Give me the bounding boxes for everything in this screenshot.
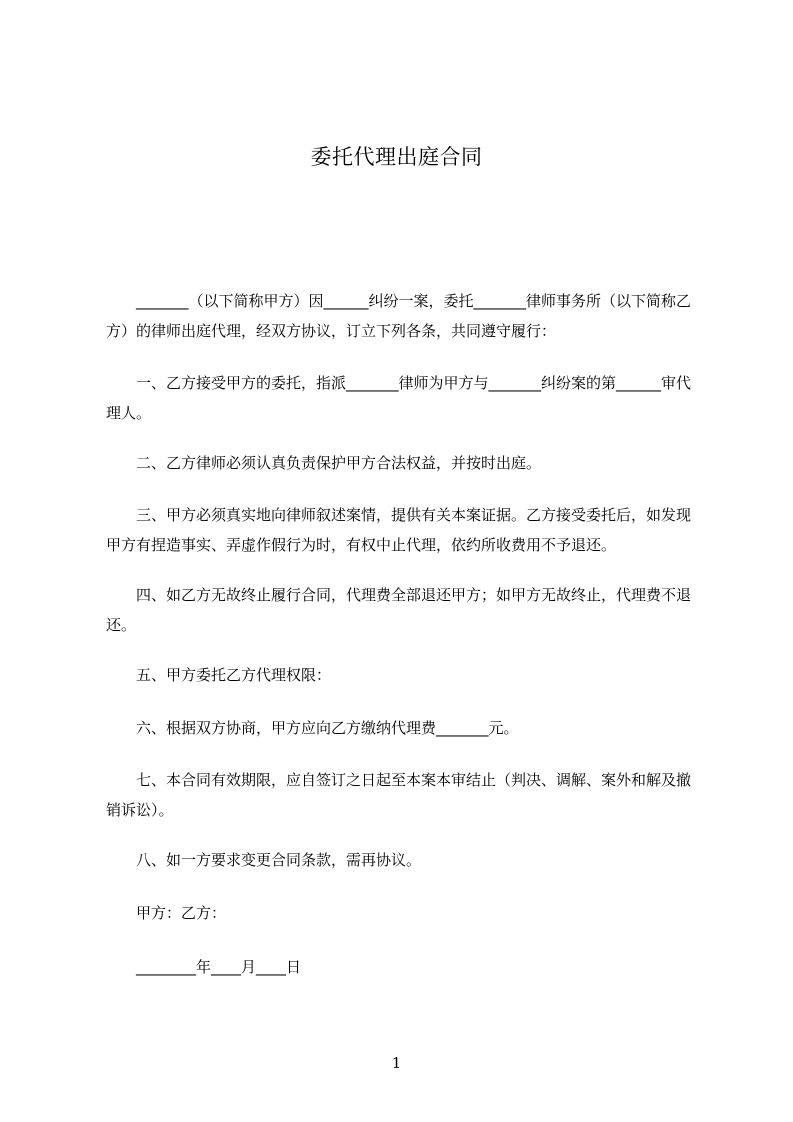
paragraph-clause-2: 二、乙方律师必须认真负责保护甲方合法权益，并按时出庭。 [136, 454, 542, 472]
signature-parties: 甲方：乙方： [136, 904, 227, 922]
paragraph-clause-5: 五、甲方委托乙方代理权限： [136, 666, 332, 684]
paragraph-clause-6: 六、根据双方协商，甲方应向乙方缴纳代理费_______元。 [136, 719, 519, 737]
paragraph-clause-1: 一、乙方接受甲方的委托，指派_______律师为甲方与_______纠纷案的第______审代理人。 [106, 374, 692, 422]
paragraph-clause-8: 八、如一方要求变更合同条款，需再协议。 [136, 851, 422, 869]
paragraph-clause-3: 三、甲方必须真实地向律师叙述案情，提供有关本案证据。乙方接受委托后，如发现甲方有捏造事实、弄虚作假行为时，有权中止代理，依约所收费用不予退还。 [106, 506, 692, 554]
document-title: 委托代理出庭合同 [310, 145, 483, 169]
page-number: 1 [391, 1054, 402, 1072]
signature-date: ________年____月____日 [136, 958, 302, 976]
paragraph-clause-4: 四、如乙方无故终止履行合同，代理费全部退还甲方；如甲方无故终止，代理费不退还。 [106, 586, 692, 634]
paragraph-preamble: _______（以下简称甲方）因______纠纷一案，委托_______律师事务所（以下简称乙方）的律师出庭代理，经双方协议，订立下列各条，共同遵守履行： [106, 292, 692, 340]
paragraph-clause-7: 七、本合同有效期限，应自签订之日起至本案本审结止（判决、调解、案外和解及撤销诉讼）。 [106, 771, 692, 819]
